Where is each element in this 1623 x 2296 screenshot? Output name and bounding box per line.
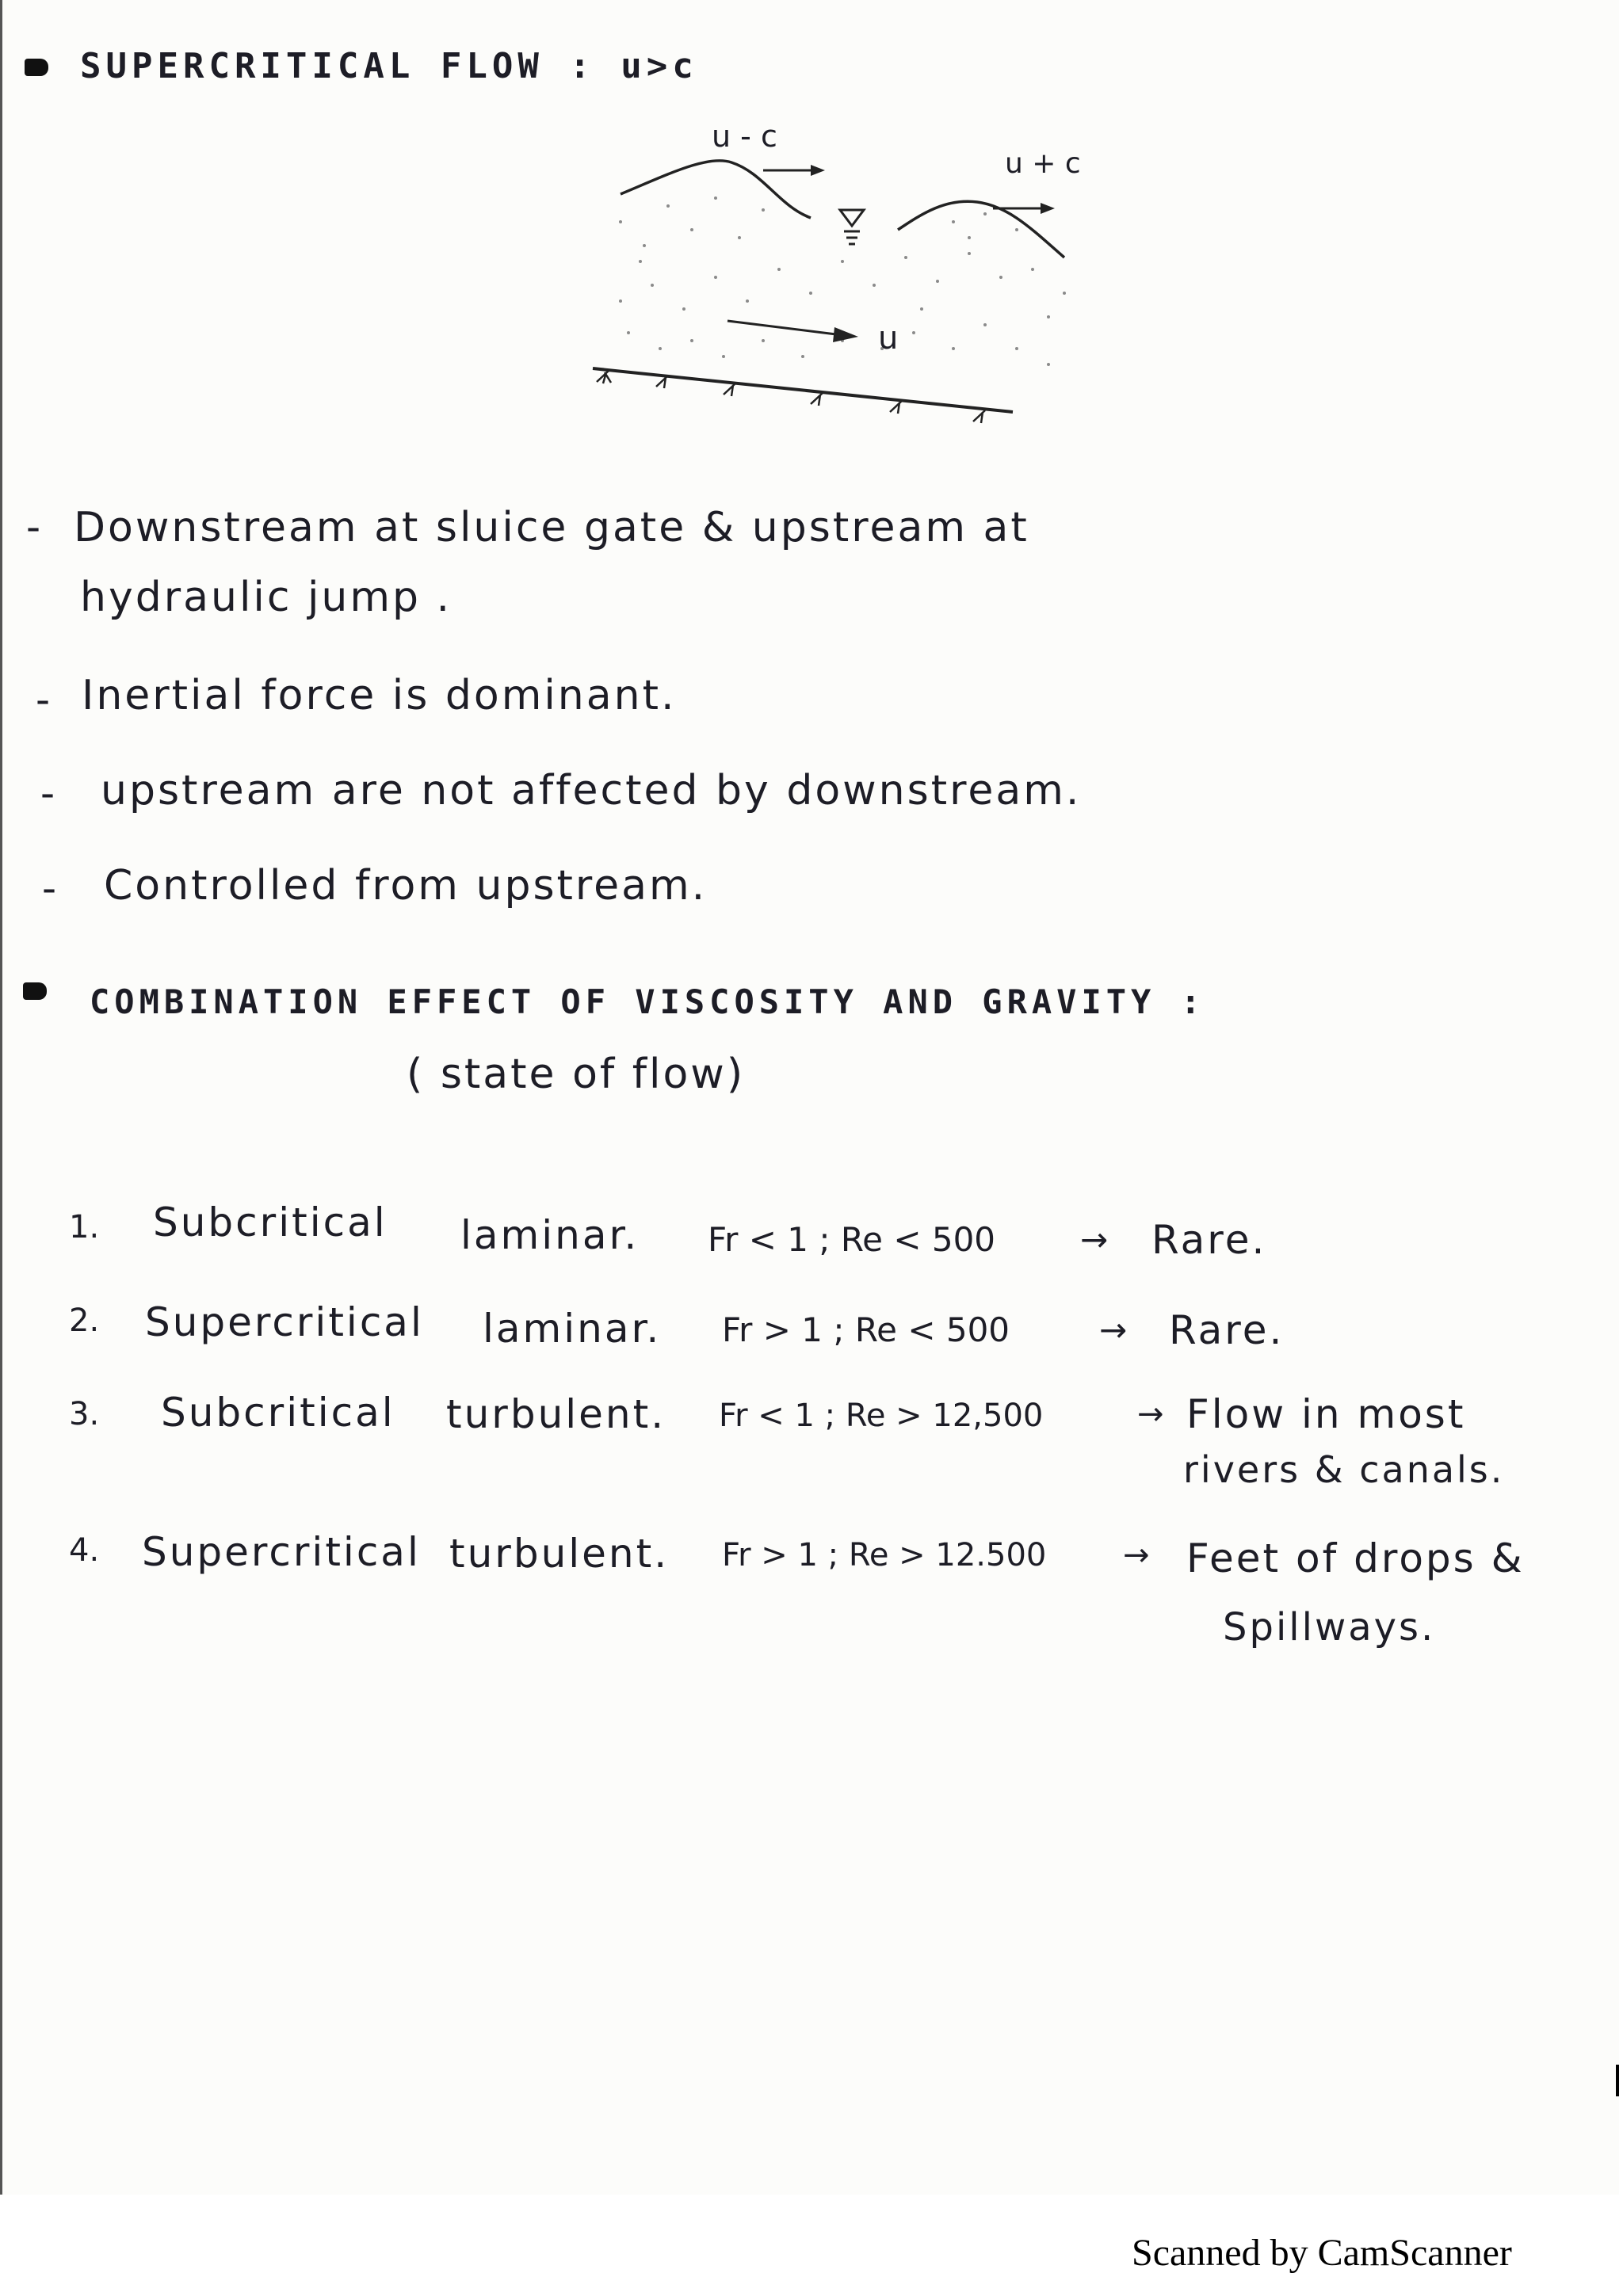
item-number: 2. — [69, 1302, 100, 1339]
item-type: laminar. — [460, 1212, 640, 1258]
item-condition: Fr > 1 ; Re < 500 — [722, 1310, 1010, 1349]
label-flow-u: u — [878, 320, 899, 357]
item-result-continued: Spillways. — [1223, 1605, 1436, 1650]
item-type: laminar. — [483, 1306, 662, 1352]
bullet-dash: - — [42, 865, 59, 911]
bullet-dash: - — [36, 677, 53, 723]
item-number: 4. — [69, 1532, 100, 1569]
item-number: 3. — [69, 1396, 100, 1432]
section-title-combination: COMBINATION EFFECT OF VISCOSITY AND GRAVITY : — [90, 982, 1205, 1021]
arrow-icon: → — [1099, 1310, 1128, 1349]
item-result: Rare. — [1151, 1217, 1267, 1263]
right-wave-arrowhead — [1041, 203, 1055, 214]
flow-velocity-arrowhead — [833, 327, 858, 342]
item-condition: Fr > 1 ; Re > 12.500 — [722, 1537, 1047, 1573]
arrow-icon: → — [1123, 1537, 1150, 1573]
supercritical-flow-diagram — [573, 111, 1096, 444]
section-subtitle: ( state of flow) — [407, 1051, 746, 1098]
bullet-dash: - — [26, 504, 44, 550]
bullet-1-line1: Downstream at sluice gate & upstream at — [74, 504, 1029, 551]
bullet-dash: - — [40, 770, 58, 816]
item-condition: Fr < 1 ; Re < 500 — [708, 1220, 996, 1259]
item-name: Subcritical — [153, 1199, 388, 1245]
water-body-stipple — [619, 196, 1066, 366]
heading-bullet-icon — [23, 982, 47, 1000]
section-title-supercritical: SUPERCRITICAL FLOW : u>c — [80, 46, 698, 86]
bullet-4-text: Controlled from upstream. — [104, 862, 708, 910]
item-number: 1. — [69, 1209, 100, 1245]
label-u-minus-c: u - c — [712, 119, 777, 154]
item-result: Rare. — [1169, 1307, 1285, 1353]
right-wave-profile — [898, 201, 1064, 257]
scan-edge-mark — [1616, 2065, 1619, 2096]
item-name: Supercritical — [145, 1299, 424, 1345]
item-result: Feet of drops & — [1186, 1535, 1525, 1581]
channel-bed — [593, 368, 1013, 412]
item-name: Subcritical — [161, 1390, 395, 1436]
arrow-icon: → — [1137, 1396, 1164, 1432]
bullet-3-text: upstream are not affected by downstream. — [101, 767, 1082, 814]
item-type: turbulent. — [449, 1531, 670, 1577]
scanner-watermark: Scanned by CamScanner — [1132, 2232, 1512, 2274]
water-level-symbol — [840, 210, 864, 244]
label-u-plus-c: u + c — [1005, 147, 1081, 180]
arrow-icon: → — [1080, 1220, 1109, 1259]
item-result-continued: rivers & canals. — [1183, 1448, 1505, 1491]
bed-hatch-marks — [597, 371, 985, 423]
left-wave-arrowhead — [811, 165, 825, 176]
flow-velocity-arrow — [727, 321, 842, 335]
item-result: Flow in most — [1186, 1391, 1466, 1437]
item-name: Supercritical — [142, 1529, 421, 1575]
item-type: turbulent. — [446, 1391, 666, 1437]
item-condition: Fr < 1 ; Re > 12,500 — [719, 1398, 1044, 1434]
bullet-2-text: Inertial force is dominant. — [82, 672, 677, 719]
heading-bullet-icon — [25, 59, 48, 76]
bullet-1-line2: hydraulic jump . — [80, 574, 453, 621]
